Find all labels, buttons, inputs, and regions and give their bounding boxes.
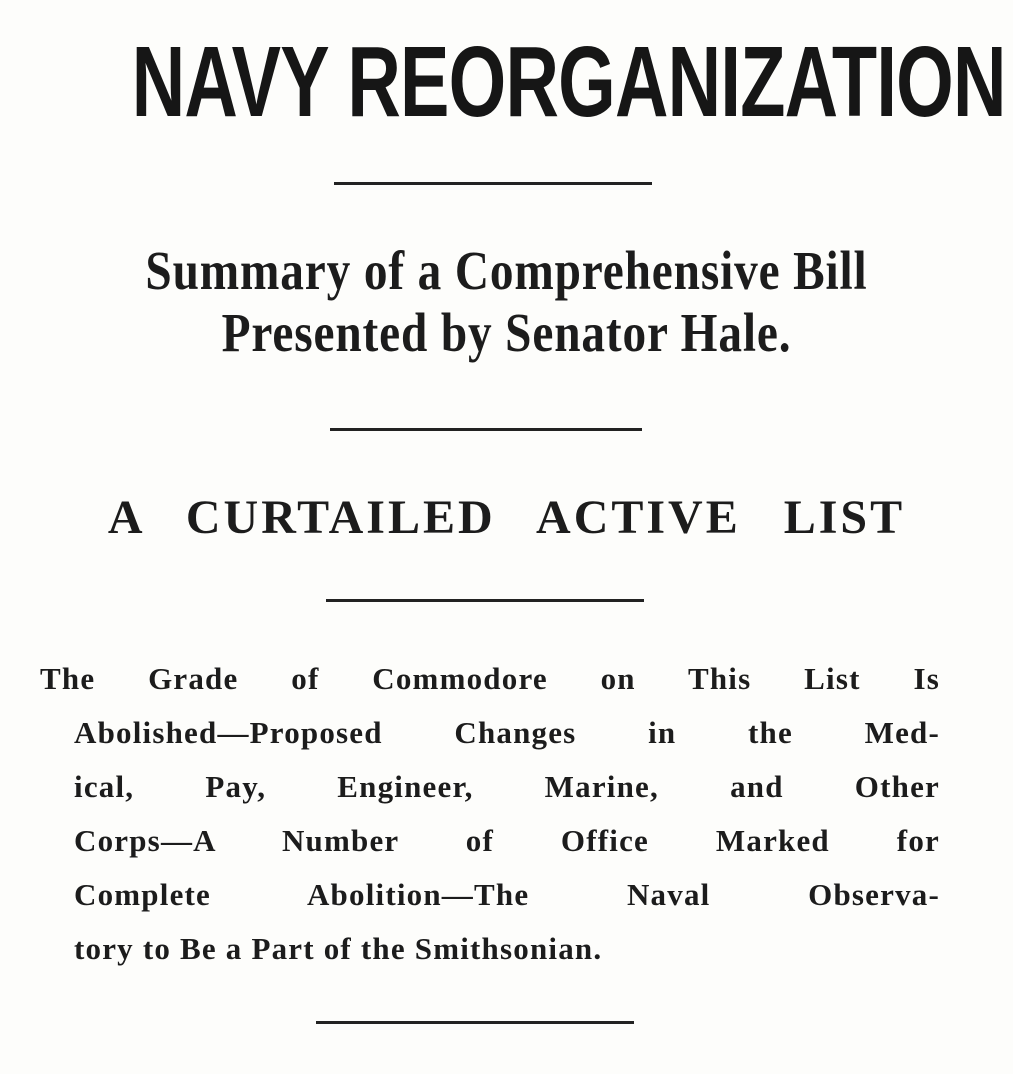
divider-rule-3 bbox=[326, 599, 644, 602]
deck-details-line: ical, Pay, Engineer, Marine, and Other bbox=[74, 769, 940, 804]
deck-summary-line: Presented by Senator Hale. bbox=[221, 302, 792, 363]
deck-details-line: Corps—A Number of Office Marked for bbox=[74, 823, 940, 858]
deck-summary bbox=[105, 240, 907, 364]
deck-details-line: Complete Abolition—The Naval Observa- bbox=[74, 877, 940, 912]
divider-rule-4 bbox=[316, 1021, 634, 1024]
divider-rule-2 bbox=[330, 428, 642, 431]
deck-details bbox=[40, 652, 940, 976]
deck-details-line: Abolished—Proposed Changes in the Med- bbox=[74, 715, 940, 750]
deck-summary-line: Summary of a Comprehensive Bill bbox=[145, 240, 868, 301]
headline: NAVY REORGANIZATION bbox=[131, 26, 1006, 138]
deck-curtailed-list: A CURTAILED ACTIVE LIST bbox=[107, 491, 906, 544]
divider-rule-1 bbox=[334, 182, 652, 185]
deck-details-line: The Grade of Commodore on This List Is bbox=[40, 661, 940, 696]
deck-details-line: tory to Be a Part of the Smithsonian. bbox=[74, 931, 603, 966]
